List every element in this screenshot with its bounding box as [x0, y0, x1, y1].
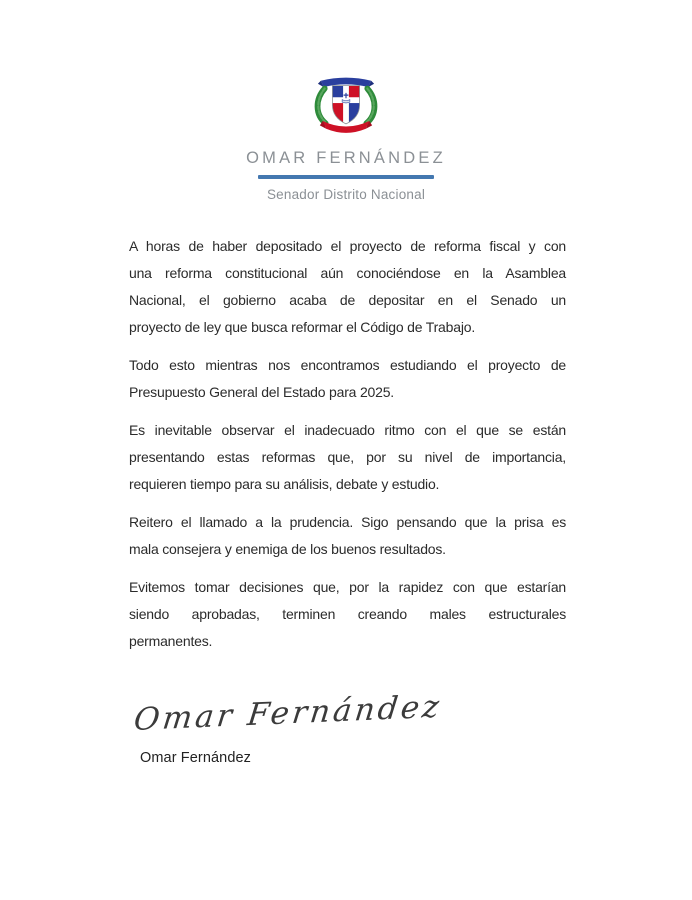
letter-line: requieren tiempo para su análisis, debate y estudio.: [129, 476, 440, 492]
letter-line: Es inevitable observar el inadecuado ritmo con el que se están: [129, 422, 566, 438]
printed-signature-name: Omar Fernández: [140, 750, 251, 766]
dominican-coat-of-arms-icon: [312, 74, 380, 136]
letter-line: Presupuesto General del Estado para 2025.: [129, 384, 394, 400]
letter-paragraph: [129, 417, 566, 498]
letter-line: proyecto de ley que busca reformar el Código de Trabajo.: [129, 319, 476, 335]
senator-title-subheading: Senador Distrito Nacional: [266, 187, 426, 202]
senator-name-heading: OMAR FERNÁNDEZ: [246, 149, 446, 167]
letter-line: Reitero el llamado a la prudencia. Sigo pensando que la prisa es: [129, 514, 566, 530]
letter-line: Nacional, el gobierno acaba de depositar en el Senado un: [129, 292, 566, 308]
header-divider-line: [258, 175, 434, 179]
letter-line: Todo esto mientras nos encontramos estudiando el proyecto de: [129, 357, 566, 373]
letter-line: Evitemos tomar decisiones que, por la rapidez con que estarían: [129, 579, 566, 595]
letter-line: A horas de haber depositado el proyecto de reforma fiscal y con: [129, 238, 566, 254]
letter-paragraph: [129, 509, 566, 563]
letter-body: [129, 233, 566, 666]
letter-paragraph: [129, 233, 566, 341]
letter-paragraph: [129, 352, 566, 406]
letter-paragraph: [129, 574, 566, 655]
handwritten-signature: Omar Fernández: [132, 688, 444, 738]
letter-line: siendo aprobadas, terminen creando males estructurales: [129, 606, 566, 622]
letter-line: mala consejera y enemiga de los buenos resultados.: [129, 541, 446, 557]
letter-line: una reforma constitucional aún conociéndose en la Asamblea: [129, 265, 566, 281]
letter-line: permanentes.: [129, 633, 213, 649]
letter-line: presentando estas reformas que, por su nivel de importancia,: [129, 449, 566, 465]
